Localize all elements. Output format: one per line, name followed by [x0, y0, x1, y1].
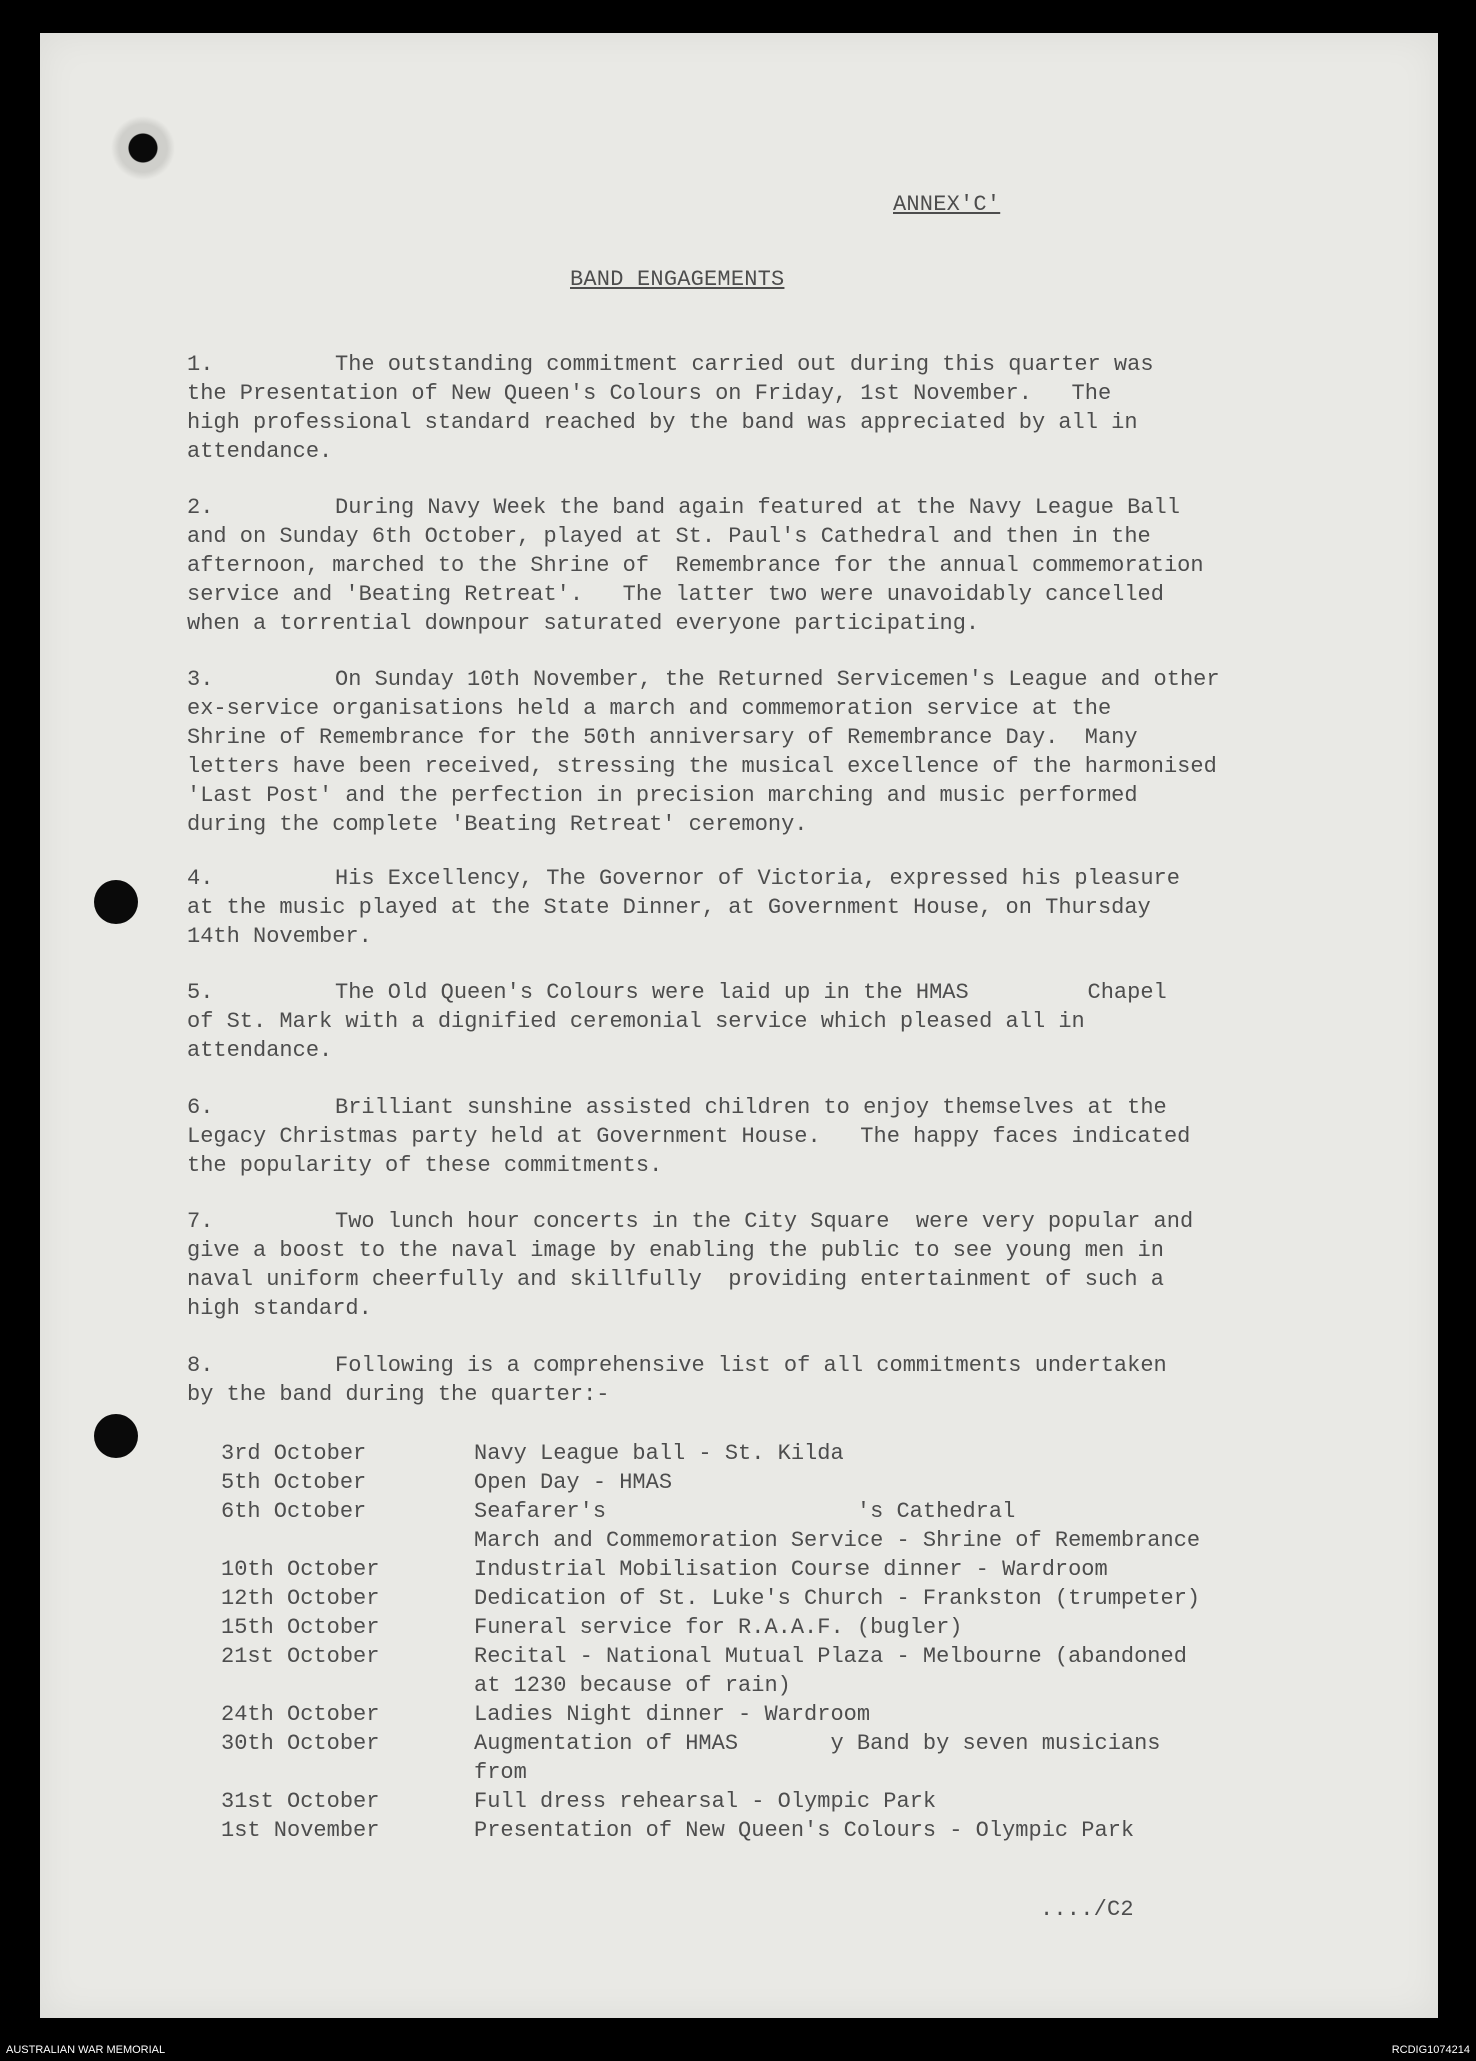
paragraph-number: 2.: [187, 495, 214, 520]
paragraph-2: [187, 493, 1347, 638]
paragraph-line: Following is a comprehensive list of all commitments undertaken: [335, 1353, 1167, 1378]
footer-reference: RCDIG1074214: [1391, 2044, 1470, 2056]
paragraph-number: 3.: [187, 667, 214, 692]
footer-credit: AUSTRALIAN WAR MEMORIAL: [6, 2044, 166, 2056]
paragraph-line: high professional standard reached by the band was appreciated by all in: [187, 410, 1138, 435]
paragraph-line: attendance.: [187, 439, 333, 464]
paragraph-line: His Excellency, The Governor of Victoria, expressed his pleasure: [335, 866, 1180, 891]
paragraph-line: the popularity of these commitments.: [187, 1153, 663, 1178]
continuation-marker: ..../C2: [1040, 1897, 1134, 1922]
engagement-event: Dedication of St. Luke's Church - Frankston (trumpeter): [474, 1586, 1201, 1611]
paragraph-line: when a torrential downpour saturated everyone participating.: [187, 611, 980, 636]
paragraph-number: 4.: [187, 866, 214, 891]
engagement-event: Presentation of New Queen's Colours - Olympic Park: [474, 1818, 1135, 1843]
paragraph-line: ex-service organisations held a march and commemoration service at the: [187, 696, 1112, 721]
paragraph-line: during the complete 'Beating Retreat' ceremony.: [187, 812, 808, 837]
engagement-event: Ladies Night dinner - Wardroom: [474, 1702, 871, 1727]
paragraph-5: [187, 978, 1347, 1065]
punch-hole-bottom: [94, 1414, 138, 1458]
engagement-date: 6th October: [221, 1499, 367, 1524]
paragraph-line: at the music played at the State Dinner, at Government House, on Thursday: [187, 895, 1151, 920]
paragraph-line: of St. Mark with a dignified ceremonial service which pleased all in: [187, 1009, 1085, 1034]
engagement-event: Seafarer's 's Cathedral: [474, 1499, 1016, 1524]
paragraph-line: On Sunday 10th November, the Returned Servicemen's League and other: [335, 667, 1220, 692]
engagement-event: Full dress rehearsal - Olympic Park: [474, 1789, 937, 1814]
paragraph-line: by the band during the quarter:-: [187, 1382, 610, 1407]
paragraph-line: During Navy Week the band again featured at the Navy League Ball: [335, 495, 1180, 520]
paragraph-line: Shrine of Remembrance for the 50th anniversary of Remembrance Day. Many: [187, 725, 1138, 750]
engagement-event: March and Commemoration Service - Shrine of Remembrance: [474, 1528, 1201, 1553]
paragraph-line: service and 'Beating Retreat'. The latter two were unavoidably cancelled: [187, 582, 1164, 607]
paragraph-line: give a boost to the naval image by enabling the public to see young men in: [187, 1238, 1164, 1263]
engagement-date: 5th October: [221, 1470, 367, 1495]
paragraph-line: The Old Queen's Colours were laid up in the HMAS Chapel: [335, 980, 1167, 1005]
paragraph-line: the Presentation of New Queen's Colours on Friday, 1st November. The: [187, 381, 1112, 406]
engagement-date: 1st November: [221, 1818, 380, 1843]
engagement-event: Open Day - HMAS: [474, 1470, 673, 1495]
engagement-date: 24th October: [221, 1702, 380, 1727]
engagement-event: Industrial Mobilisation Course dinner - Wardroom: [474, 1557, 1108, 1582]
engagement-event: from: [474, 1760, 527, 1785]
punch-hole-top: [94, 880, 138, 924]
engagement-date: 12th October: [221, 1586, 380, 1611]
paragraph-1: [187, 350, 1347, 466]
footer-bar: [0, 2040, 1476, 2061]
paragraph-number: 1.: [187, 352, 214, 377]
paragraph-number: 5.: [187, 980, 214, 1005]
annex-label: ANNEX'C': [893, 192, 1001, 217]
paragraph-line: 'Last Post' and the perfection in precision marching and music performed: [187, 783, 1138, 808]
engagement-date: 10th October: [221, 1557, 380, 1582]
page-title: BAND ENGAGEMENTS: [570, 267, 785, 292]
paragraph-line: afternoon, marched to the Shrine of Remembrance for the annual commemoration: [187, 553, 1204, 578]
paragraph-line: naval uniform cheerfully and skillfully providing entertainment of such a: [187, 1267, 1164, 1292]
paragraph-line: and on Sunday 6th October, played at St. Paul's Cathedral and then in the: [187, 524, 1151, 549]
engagement-event: at 1230 because of rain): [474, 1673, 791, 1698]
paragraph-7: [187, 1207, 1347, 1323]
paragraph-4: [187, 864, 1347, 951]
paragraph-line: 14th November.: [187, 924, 372, 949]
paragraph-line: Legacy Christmas party held at Government House. The happy faces indicated: [187, 1124, 1191, 1149]
paragraph-number: 8.: [187, 1353, 214, 1378]
engagement-date: 15th October: [221, 1615, 380, 1640]
engagement-date: 21st October: [221, 1644, 380, 1669]
engagement-event: Recital - National Mutual Plaza - Melbourne (abandoned: [474, 1644, 1187, 1669]
engagement-event: Funeral service for R.A.A.F. (bugler): [474, 1615, 963, 1640]
paragraph-3: [187, 665, 1347, 839]
staple-hole: [108, 113, 178, 183]
engagement-event: Augmentation of HMAS y Band by seven musicians: [474, 1731, 1161, 1756]
paragraph-line: high standard.: [187, 1296, 372, 1321]
paragraph-line: Brilliant sunshine assisted children to enjoy themselves at the: [335, 1095, 1167, 1120]
engagement-event: Navy League ball - St. Kilda: [474, 1441, 844, 1466]
paragraph-line: Two lunch hour concerts in the City Square were very popular and: [335, 1209, 1194, 1234]
paragraph-6: [187, 1093, 1347, 1180]
engagement-date: 31st October: [221, 1789, 380, 1814]
paragraph-8: [187, 1351, 1347, 1409]
paragraph-number: 7.: [187, 1209, 214, 1234]
paragraph-line: The outstanding commitment carried out during this quarter was: [335, 352, 1154, 377]
paragraph-number: 6.: [187, 1095, 214, 1120]
engagement-date: 30th October: [221, 1731, 380, 1756]
paragraph-line: attendance.: [187, 1038, 333, 1063]
engagement-date: 3rd October: [221, 1441, 367, 1466]
paragraph-line: letters have been received, stressing the musical excellence of the harmonised: [187, 754, 1217, 779]
